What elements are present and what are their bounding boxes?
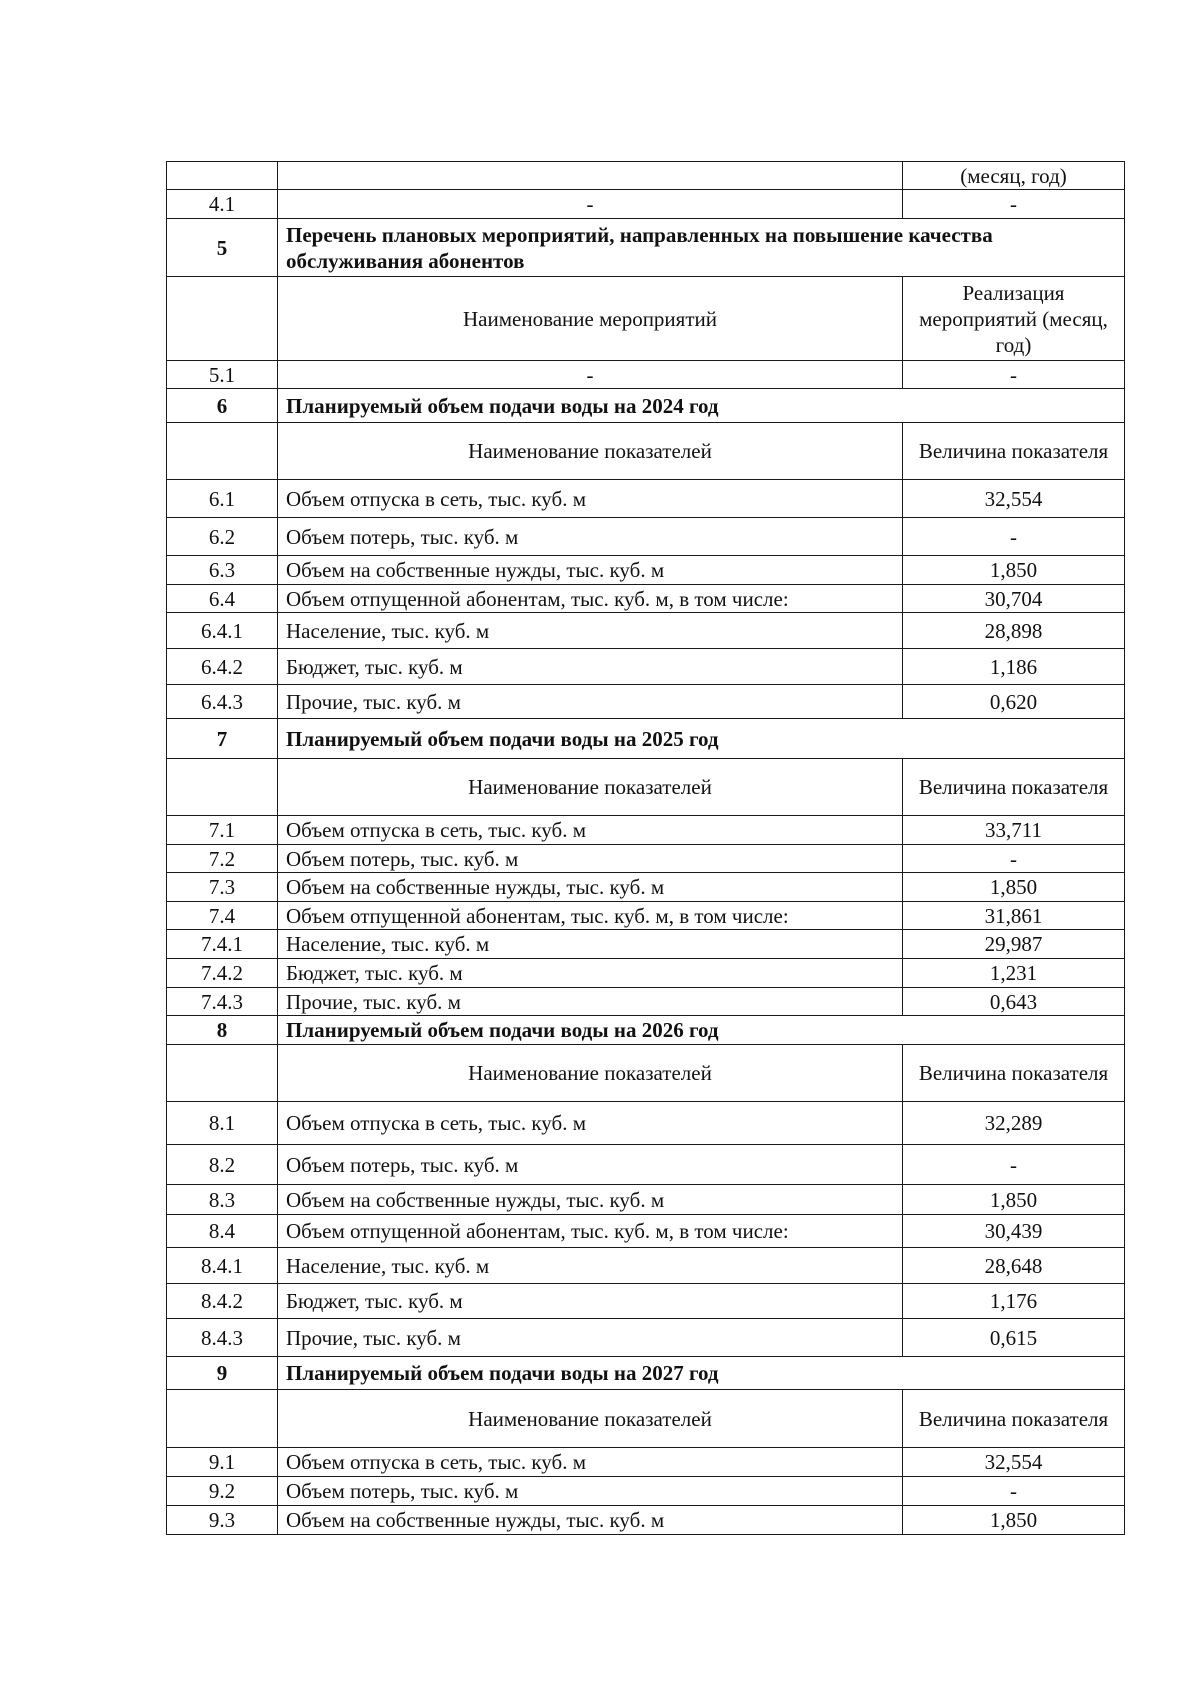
row-number: 6.3 [167,556,278,585]
indicator-value: - [903,1477,1125,1506]
name-column-header: Наименование показателей [278,1390,903,1448]
row-number: 8.1 [167,1102,278,1145]
row-number: 6.4.1 [167,613,278,649]
indicator-value: 1,850 [903,1185,1125,1215]
table-row [167,685,1125,719]
table-row [167,190,1125,219]
row-number: 9.1 [167,1448,278,1477]
column-header-row [167,1045,1125,1102]
indicator-name: Объем отпущенной абонентам, тыс. куб. м, в том числе: [278,902,903,930]
indicator-value: 29,987 [903,930,1125,959]
section-title: Перечень плановых мероприятий, направленных на повышение качества обслуживания абонентов [278,219,1125,277]
column-header-row [167,277,1125,361]
section-header-row [167,1016,1125,1045]
row-number: 9.3 [167,1506,278,1535]
indicator-value: 32,554 [903,480,1125,518]
table-row [167,902,1125,930]
indicator-value: 1,850 [903,1506,1125,1535]
indicator-value: 0,615 [903,1319,1125,1357]
section-title: Планируемый объем подачи воды на 2025 год [278,719,1125,759]
table-row [167,1102,1125,1145]
row-number: 8.4.3 [167,1319,278,1357]
name-column-header [278,162,903,190]
table-row [167,1319,1125,1357]
column-header-row [167,759,1125,816]
row-number: 7.3 [167,873,278,902]
row-number: 8.3 [167,1185,278,1215]
table-row [167,959,1125,988]
section-number: 8 [167,1016,278,1045]
table-row [167,556,1125,585]
row-number: 7.4 [167,902,278,930]
table-row [167,1506,1125,1535]
indicator-name: - [278,190,903,219]
indicator-value: 0,643 [903,988,1125,1016]
indicator-value: 28,648 [903,1248,1125,1284]
value-column-header: (месяц, год) [903,162,1125,190]
indicator-name: Население, тыс. куб. м [278,1248,903,1284]
indicator-name: Объем на собственные нужды, тыс. куб. м [278,1506,903,1535]
indicator-name: Объем отпуска в сеть, тыс. куб. м [278,480,903,518]
indicator-value: 1,850 [903,556,1125,585]
section-header-row [167,719,1125,759]
indicator-name: Бюджет, тыс. куб. м [278,959,903,988]
section-number: 5 [167,219,278,277]
name-column-header: Наименование показателей [278,759,903,816]
indicator-name: Бюджет, тыс. куб. м [278,649,903,685]
indicator-name: Объем отпуска в сеть, тыс. куб. м [278,816,903,845]
indicator-value: 1,176 [903,1284,1125,1319]
table-row [167,1284,1125,1319]
table-row [167,873,1125,902]
section-title: Планируемый объем подачи воды на 2024 год [278,389,1125,423]
section-title: Планируемый объем подачи воды на 2027 год [278,1357,1125,1390]
indicator-name: Прочие, тыс. куб. м [278,1319,903,1357]
row-number: 7.4.1 [167,930,278,959]
row-number [167,423,278,480]
indicator-value: 28,898 [903,613,1125,649]
table-row [167,518,1125,556]
indicator-name: Объем потерь, тыс. куб. м [278,845,903,873]
indicator-name: Население, тыс. куб. м [278,613,903,649]
table-row [167,1215,1125,1248]
table-row [167,613,1125,649]
indicator-name: Объем отпуска в сеть, тыс. куб. м [278,1102,903,1145]
value-column-header: Величина показателя [903,423,1125,480]
row-number: 6.2 [167,518,278,556]
indicator-value: 30,439 [903,1215,1125,1248]
row-number: 5.1 [167,361,278,389]
indicator-value: 33,711 [903,816,1125,845]
indicator-name: Объем потерь, тыс. куб. м [278,518,903,556]
indicator-value: 32,289 [903,1102,1125,1145]
indicator-name: Объем отпуска в сеть, тыс. куб. м [278,1448,903,1477]
indicator-name: Объем отпущенной абонентам, тыс. куб. м, в том числе: [278,585,903,613]
table-row [167,649,1125,685]
indicator-value: 1,850 [903,873,1125,902]
table-row [167,1448,1125,1477]
column-header-row [167,1390,1125,1448]
indicator-name: Прочие, тыс. куб. м [278,988,903,1016]
row-number: 8.4.2 [167,1284,278,1319]
row-number: 7.1 [167,816,278,845]
value-column-header: Величина показателя [903,759,1125,816]
row-number [167,759,278,816]
indicator-name: Население, тыс. куб. м [278,930,903,959]
indicator-value: 1,186 [903,649,1125,685]
section-number: 7 [167,719,278,759]
table-row [167,845,1125,873]
table-body [167,162,1125,1535]
row-number: 8.4.1 [167,1248,278,1284]
indicator-value: 30,704 [903,585,1125,613]
row-number [167,162,278,190]
section-header-row [167,1357,1125,1390]
planned-water-supply-table [166,161,1125,1535]
table-row [167,1145,1125,1185]
row-number [167,1045,278,1102]
section-title: Планируемый объем подачи воды на 2026 год [278,1016,1125,1045]
value-column-header: Величина показателя [903,1045,1125,1102]
table-row [167,988,1125,1016]
indicator-value: 1,231 [903,959,1125,988]
name-column-header: Наименование мероприятий [278,277,903,361]
table-row [167,480,1125,518]
column-header-row [167,423,1125,480]
table-row [167,930,1125,959]
indicator-value: - [903,1145,1125,1185]
indicator-value: - [903,518,1125,556]
row-number: 6.4.2 [167,649,278,685]
row-number: 7.2 [167,845,278,873]
name-column-header: Наименование показателей [278,423,903,480]
table-row [167,361,1125,389]
indicator-value: - [903,361,1125,389]
indicator-value: - [903,845,1125,873]
section-number: 9 [167,1357,278,1390]
row-number: 7.4.3 [167,988,278,1016]
indicator-name: Объем потерь, тыс. куб. м [278,1477,903,1506]
indicator-name: Объем потерь, тыс. куб. м [278,1145,903,1185]
section-number: 6 [167,389,278,423]
indicator-name: Объем на собственные нужды, тыс. куб. м [278,873,903,902]
indicator-value: 0,620 [903,685,1125,719]
column-header-row [167,162,1125,190]
row-number: 6.4 [167,585,278,613]
section-header-row [167,389,1125,423]
row-number: 6.4.3 [167,685,278,719]
row-number: 8.4 [167,1215,278,1248]
row-number: 8.2 [167,1145,278,1185]
indicator-value: 31,861 [903,902,1125,930]
value-column-header: Реализация мероприятий (месяц, год) [903,277,1125,361]
indicator-name: - [278,361,903,389]
row-number: 6.1 [167,480,278,518]
row-number: 9.2 [167,1477,278,1506]
indicator-name: Бюджет, тыс. куб. м [278,1284,903,1319]
table-row [167,816,1125,845]
indicator-name: Объем отпущенной абонентам, тыс. куб. м, в том числе: [278,1215,903,1248]
section-header-row [167,219,1125,277]
table-row [167,1185,1125,1215]
row-number [167,277,278,361]
name-column-header: Наименование показателей [278,1045,903,1102]
row-number: 7.4.2 [167,959,278,988]
indicator-name: Объем на собственные нужды, тыс. куб. м [278,1185,903,1215]
table-row [167,585,1125,613]
indicator-value: - [903,190,1125,219]
table-row [167,1248,1125,1284]
value-column-header: Величина показателя [903,1390,1125,1448]
row-number [167,1390,278,1448]
indicator-value: 32,554 [903,1448,1125,1477]
indicator-name: Прочие, тыс. куб. м [278,685,903,719]
row-number: 4.1 [167,190,278,219]
table-row [167,1477,1125,1506]
indicator-name: Объем на собственные нужды, тыс. куб. м [278,556,903,585]
